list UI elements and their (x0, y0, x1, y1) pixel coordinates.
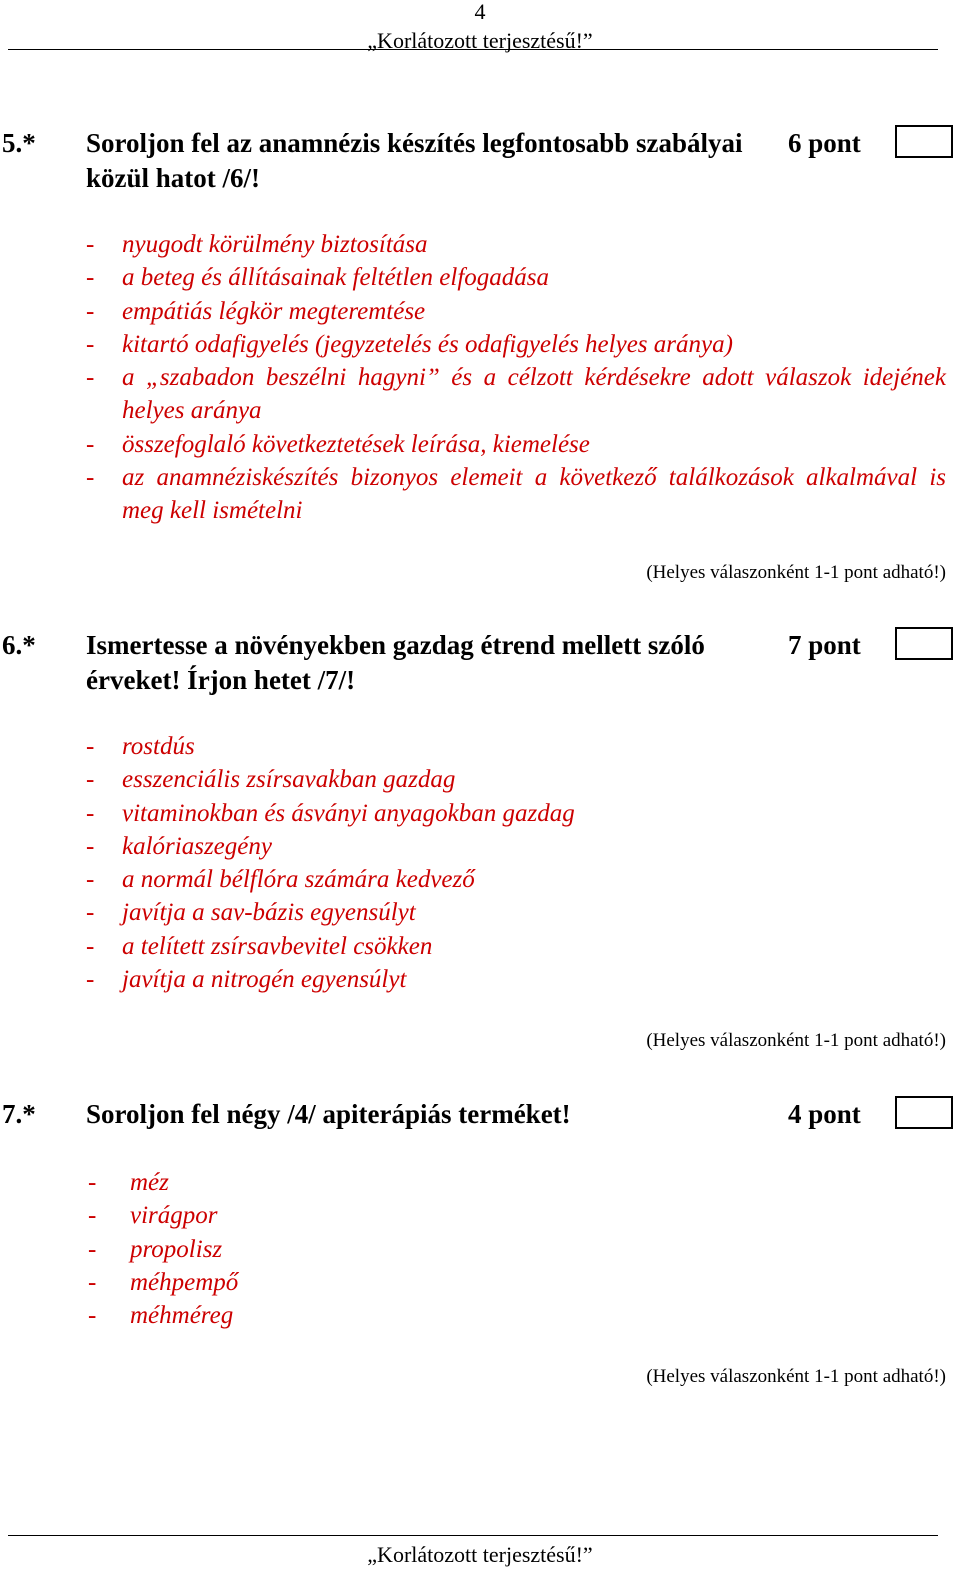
dash-bullet: - (86, 330, 95, 358)
answer-item: - méz (88, 1166, 948, 1199)
dash-bullet: - (86, 866, 95, 894)
question-points: 6 pont (788, 128, 861, 158)
dash-bullet: - (86, 932, 95, 960)
page-number: 4 (474, 0, 486, 24)
dash-bullet: - (86, 832, 95, 860)
answer-item: - méhméreg (88, 1299, 948, 1332)
answer-list (88, 1166, 948, 1332)
dash-bullet: - (86, 766, 95, 794)
question-number: 7.* (2, 1099, 36, 1129)
dash-bullet: - (86, 799, 95, 827)
scoring-note: (Helyes válaszonként 1-1 pont adható!) (646, 562, 946, 583)
score-box[interactable] (895, 1096, 953, 1129)
scoring-note: (Helyes válaszonként 1-1 pont adható!) (646, 1030, 946, 1051)
dash-bullet: - (88, 1202, 97, 1230)
answer-list (86, 228, 946, 528)
score-box[interactable] (895, 627, 953, 660)
dash-bullet: - (86, 464, 95, 492)
footer-label: „Korlátozott terjesztésű!” (367, 1542, 593, 1567)
question-text: Soroljon fel az anamnézis készítés legfontosabb szabályai közül hatot /6/! (86, 128, 743, 193)
dash-bullet: - (88, 1169, 97, 1196)
question-number: 5.* (2, 128, 36, 158)
answer-item: - kalóriaszegény (86, 830, 946, 863)
answer-item: - a beteg és állításainak feltétlen elfogadása (86, 261, 946, 294)
question-points: 4 pont (788, 1099, 861, 1129)
answer-item: - javítja a sav-bázis egyensúlyt (86, 896, 946, 929)
dash-bullet: - (86, 899, 95, 927)
question-text: Soroljon fel négy /4/ apiterápiás terméket! (86, 1099, 571, 1129)
dash-bullet: - (88, 1235, 97, 1263)
answer-item: - a telített zsírsavbevitel csökken (86, 930, 946, 963)
dash-bullet: - (86, 297, 95, 325)
header-label: „Korlátozott terjesztésű!” (367, 28, 593, 53)
dash-bullet: - (86, 430, 95, 458)
header-divider (8, 49, 938, 50)
answer-item: - összefoglaló következtetések leírása, kiemelése (86, 428, 946, 461)
question-points: 7 pont (788, 630, 861, 660)
answer-list (86, 730, 946, 996)
dash-bullet: - (86, 264, 95, 292)
answer-item: - empátiás légkör megteremtése (86, 295, 946, 328)
question-text: Ismertesse a növényekben gazdag étrend mellett szóló érveket! Írjon hetet /7/! (86, 630, 705, 695)
answer-item: - a „szabadon beszélni hagyni” és a célzott kérdésekre adott válaszok idejének helyes aránya (86, 361, 946, 428)
dash-bullet: - (88, 1268, 97, 1296)
answer-item: - esszenciális zsírsavakban gazdag (86, 763, 946, 796)
answer-item: - kitartó odafigyelés (jegyzetelés és odafigyelés helyes aránya) (86, 328, 946, 361)
question-number: 6.* (2, 630, 36, 660)
answer-item: - méhpempő (88, 1266, 948, 1299)
answer-item: - rostdús (86, 730, 946, 763)
scoring-note: (Helyes válaszonként 1-1 pont adható!) (646, 1366, 946, 1387)
answer-item: - a normál bélflóra számára kedvező (86, 863, 946, 896)
dash-bullet: - (88, 1302, 97, 1330)
answer-item: - propolisz (88, 1233, 948, 1266)
answer-item: - az anamnéziskészítés bizonyos elemeit a következő találkozások alkalmával is meg kell ismételni (86, 461, 946, 528)
dash-bullet: - (86, 966, 95, 994)
answer-item: - javítja a nitrogén egyensúlyt (86, 963, 946, 996)
dash-bullet: - (86, 231, 95, 258)
footer-divider (8, 1535, 938, 1536)
dash-bullet: - (86, 733, 95, 760)
score-box[interactable] (895, 125, 953, 158)
dash-bullet: - (86, 364, 95, 392)
answer-item: - vitaminokban és ásványi anyagokban gazdag (86, 797, 946, 830)
answer-item: - virágpor (88, 1199, 948, 1232)
answer-item: - nyugodt körülmény biztosítása (86, 228, 946, 261)
